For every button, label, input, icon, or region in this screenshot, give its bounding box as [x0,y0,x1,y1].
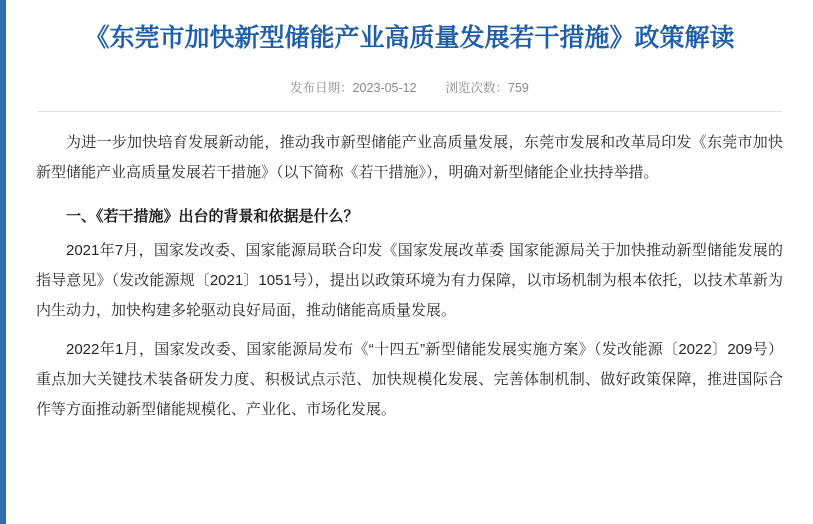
paragraph-2022: 2022年1月，国家发改委、国家能源局发布《“十四五”新型储能发展实施方案》（发改能源〔2022〕209号）重点加大关键技术装备研发力度、积极试点示范、加快规模化发展、完善体制机制、做好政策保障，推进国际合作等方面推动新型储能规模化、产业化、市场化发展。 [36,341,783,418]
paragraph-intro: 为进一步加快培育发展新动能，推动我市新型储能产业高质量发展，东莞市发展和改革局印发《东莞市加快新型储能产业高质量发展若干措施》（以下简称《若干措施》），明确对新型储能企业扶持举措。 [36,134,783,181]
view-count: 浏览次数：759 [445,81,529,95]
page-title: 《东莞市加快新型储能产业高质量发展若干措施》政策解读 [84,24,735,52]
document-meta [36,79,783,97]
header-divider [37,111,782,112]
document-body [36,128,783,425]
document-content [6,0,813,524]
section-heading-1: 一、《若干措施》出台的背景和依据是什么？ [66,208,359,225]
paragraph-2021: 2021年7月，国家发改委、国家能源局联合印发《国家发展改革委 国家能源局关于加快推动新型储能发展的指导意见》（发改能源规〔2021〕1051号），提出以政策环境为有力保障，以市场机制为根本依托，以技术革新为内生动力，加快构建多轮驱动良好局面，推动储能高质量发展。 [36,242,783,319]
publish-date: 发布日期：2023-05-12 [290,81,417,95]
